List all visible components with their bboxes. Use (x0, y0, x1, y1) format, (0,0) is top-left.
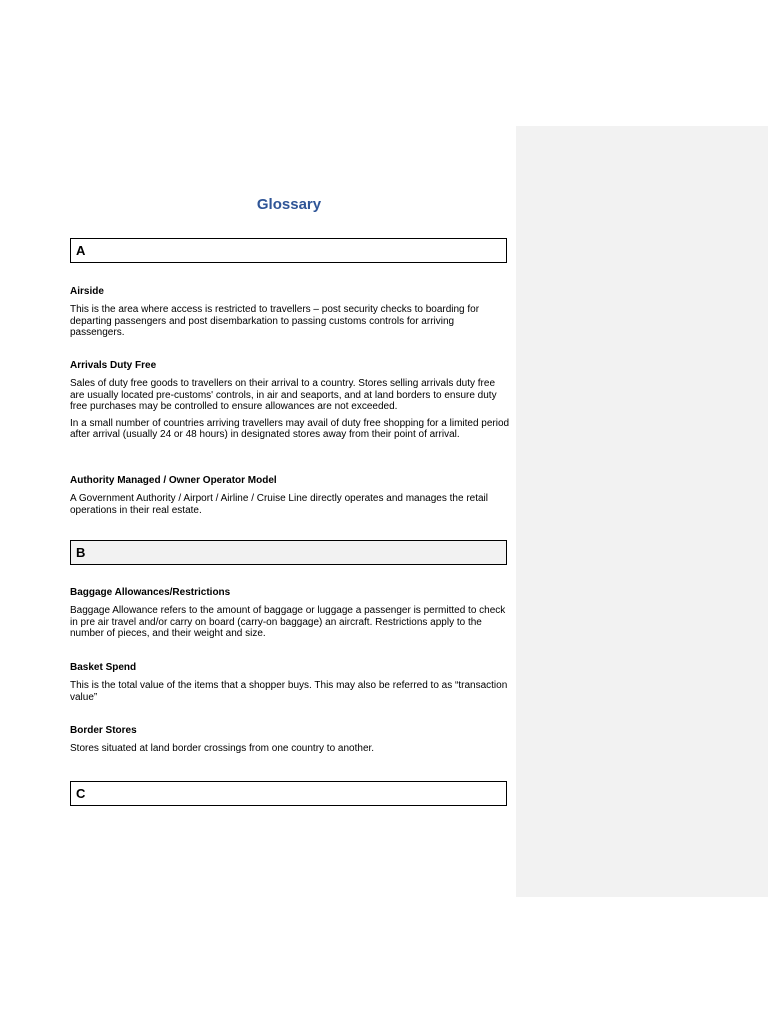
section-letter: A (76, 243, 86, 258)
glossary-entry-border-stores (70, 725, 510, 760)
entry-definition: Stores situated at land border crossings from one country to another. (70, 743, 375, 754)
entry-term: Basket Spend (70, 662, 137, 673)
entry-term: Border Stores (70, 725, 137, 736)
entry-term: Arrivals Duty Free (70, 360, 157, 371)
glossary-entry-basket-spend (70, 662, 510, 708)
section-header-c (70, 781, 507, 806)
entry-definition: Baggage Allowance refers to the amount of baggage or luggage a passenger is permitted to check in pre air travel and/or carry on board (carry-on baggage) an aircraft. Restrictions apply to the number of pieces, and their weight and size. (70, 605, 506, 639)
glossary-entry-baggage-allowances (70, 587, 510, 645)
entry-definition: A Government Authority / Airport / Airline / Cruise Line directly operates and manages the retail operations in their real estate. (70, 493, 488, 516)
glossary-entry-airside (70, 286, 510, 344)
page-title: Glossary (256, 196, 322, 213)
entry-term: Baggage Allowances/Restrictions (70, 587, 231, 598)
section-header-b (70, 540, 507, 565)
entry-definition: In a small number of countries arriving travellers may avail of duty free shopping for a limited period after arrival (usually 24 or 48 hours) in designated stores away from their point of arrival. (70, 417, 510, 440)
entry-term: Authority Managed / Owner Operator Model (70, 475, 277, 486)
glossary-entry-arrivals-duty-free (70, 360, 510, 446)
section-header-a (70, 238, 507, 263)
entry-definition: Sales of duty free goods to travellers on their arrival to a country. Stores selling arrivals duty free are usually located pre-customs' controls, in air and seaports, and at land borders to ensure duty free purchases may be controlled to ensure allowances are not exceeded. (70, 378, 497, 412)
glossary-entry-authority-managed (70, 475, 510, 521)
entry-term: Airside (70, 286, 104, 297)
entry-definition: This is the area where access is restricted to travellers – post security checks to boarding for departing passengers and post disembarkation to passing customs controls for arriving passengers. (70, 304, 480, 338)
entry-definition: This is the total value of the items that a shopper buys. This may also be referred to as “transaction value” (70, 680, 508, 703)
comment-pane (516, 126, 768, 897)
section-letter: C (76, 786, 86, 801)
section-letter: B (76, 545, 86, 560)
